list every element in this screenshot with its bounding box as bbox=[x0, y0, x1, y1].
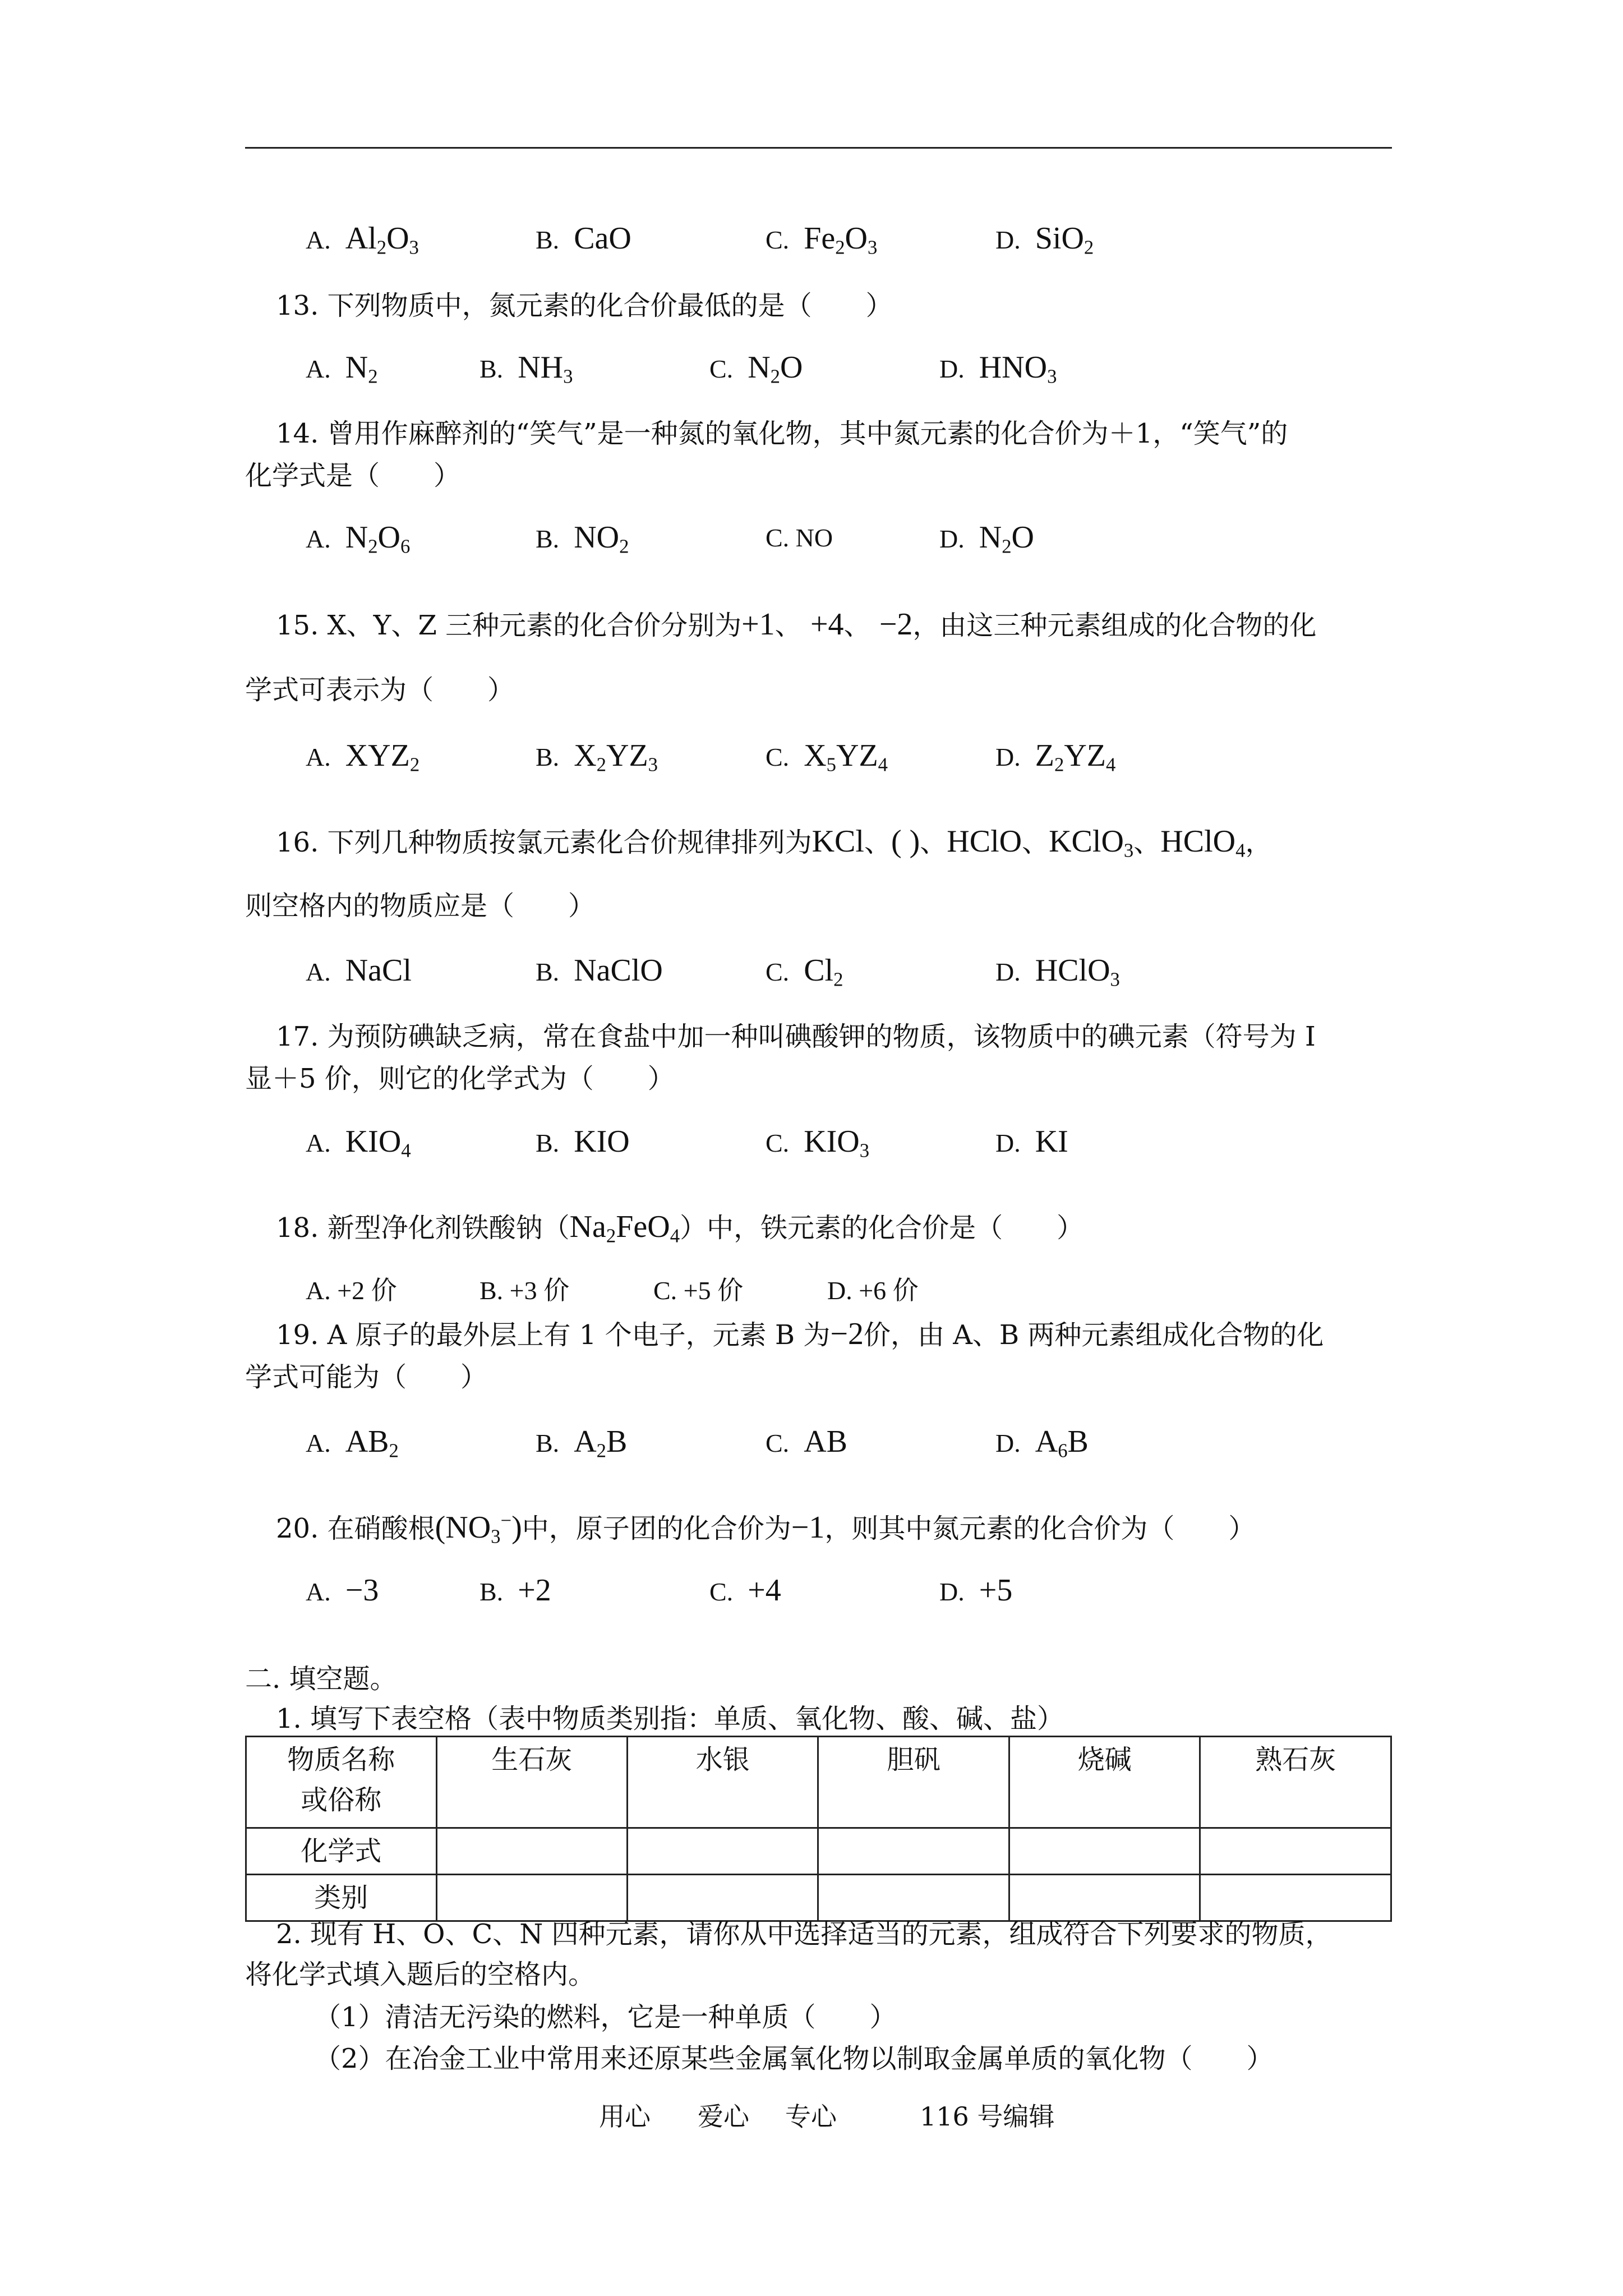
q20-option-c[interactable]: C. +4 bbox=[709, 1573, 781, 1608]
section-2-item-2: 2. 现有 H、O、C、N 四种元素，请你从中选择适当的元素，组成符合下列要求的物质， bbox=[276, 1918, 1332, 1950]
table-input-cell[interactable] bbox=[1200, 1875, 1391, 1921]
header-rule bbox=[245, 147, 1392, 149]
q15-option-c[interactable]: C. $X_5YZ_4$ bbox=[766, 738, 888, 776]
table-input-cell[interactable] bbox=[1009, 1875, 1200, 1921]
q19-option-c[interactable]: C. AB bbox=[766, 1424, 847, 1459]
q17-option-d[interactable]: D. KI bbox=[995, 1124, 1068, 1159]
q13-option-d[interactable]: D. $HNO_3$ bbox=[939, 350, 1057, 388]
q16-stem-line2: 则空格内的物质应是（ ） bbox=[245, 890, 596, 922]
q12-option-a[interactable]: A. $Al_2O_3$ bbox=[306, 221, 419, 259]
q18-stem: 18. 新型净化剂铁酸钠$(Na_2FeO_4)$中，铁元素的化合价是（ ） bbox=[276, 1209, 1084, 1247]
q18-option-a[interactable]: A. +2 价 bbox=[306, 1276, 397, 1305]
q19-stem-line2: 学式可能为（ ） bbox=[245, 1361, 488, 1393]
q19-option-a[interactable]: A. $AB_2$ bbox=[306, 1424, 399, 1462]
table-cell: 胆矾 bbox=[818, 1737, 1009, 1828]
table-row bbox=[246, 1875, 1391, 1921]
q20-option-d[interactable]: D. +5 bbox=[939, 1573, 1013, 1608]
q13-option-a[interactable]: A. $N_2$ bbox=[306, 350, 378, 388]
section-2-item-2-line2: 将化学式填入题后的空格内。 bbox=[245, 1959, 596, 1990]
q14-stem-line2: 化学式是（ ） bbox=[245, 460, 461, 491]
table-input-cell[interactable] bbox=[627, 1828, 818, 1875]
q16-stem: 16. 下列几种物质按氯元素化合价规律排列为KCl、( )、HClO、KClO$_3$、HClO$_4$， bbox=[276, 824, 1272, 862]
table-row bbox=[246, 1828, 1391, 1875]
substance-table bbox=[245, 1736, 1392, 1922]
q12-option-c[interactable]: C. $Fe_2O_3$ bbox=[766, 221, 878, 259]
table-input-cell[interactable] bbox=[1200, 1828, 1391, 1875]
q15-option-a[interactable]: A. $XYZ_2$ bbox=[306, 738, 420, 776]
table-input-cell[interactable] bbox=[436, 1828, 627, 1875]
table-input-cell[interactable] bbox=[818, 1875, 1009, 1921]
q17-option-a[interactable]: A. $KIO_4$ bbox=[306, 1124, 411, 1162]
q17-option-c[interactable]: C. $KIO_3$ bbox=[766, 1124, 870, 1162]
q18-option-b[interactable]: B. +3 价 bbox=[479, 1276, 570, 1305]
q16-option-c[interactable]: C. $Cl_2$ bbox=[766, 953, 843, 991]
q20-option-a[interactable]: A. −3 bbox=[306, 1573, 379, 1608]
q13-option-b[interactable]: B. $NH_3$ bbox=[479, 350, 573, 388]
q19-stem: 19. A 原子的最外层上有 1 个电子，元素 B 为−2价，由 A、B 两种元素组成化合物的化 bbox=[276, 1317, 1324, 1351]
q17-stem-line2: 显＋5 价，则它的化学式为（ ） bbox=[245, 1063, 675, 1094]
section-2-sub-1: （1）清洁无污染的燃料，它是一种单质（ ） bbox=[314, 2001, 897, 2033]
q15-option-b[interactable]: B. $X_2YZ_3$ bbox=[536, 738, 658, 776]
table-row bbox=[246, 1737, 1391, 1828]
table-cell: 水银 bbox=[627, 1737, 818, 1828]
footer-text-d: 116 号编辑 bbox=[920, 2101, 1055, 2132]
q18-option-d[interactable]: D. +6 价 bbox=[827, 1276, 919, 1305]
q18-option-c[interactable]: C. +5 价 bbox=[653, 1276, 744, 1305]
q14-stem: 14. 曾用作麻醉剂的“笑气”是一种氮的氧化物，其中氮元素的化合价为＋1，“笑气”的 bbox=[276, 418, 1288, 449]
table-header-formula: 化学式 bbox=[246, 1828, 437, 1875]
q15-stem-line2: 学式可表示为（ ） bbox=[245, 674, 515, 706]
table-cell: 烧碱 bbox=[1009, 1737, 1200, 1828]
section-2-title: 二. 填空题。 bbox=[245, 1663, 397, 1695]
q17-option-b[interactable]: B. KIO bbox=[536, 1124, 630, 1159]
table-input-cell[interactable] bbox=[436, 1875, 627, 1921]
q14-option-c[interactable]: C. NO bbox=[766, 523, 833, 552]
table-header-name: 物质名称 或俗称 bbox=[246, 1737, 437, 1828]
q13-stem: 13. 下列物质中，氮元素的化合价最低的是（ ） bbox=[276, 290, 893, 321]
q13-option-c[interactable]: C. $N_2O$ bbox=[709, 350, 803, 388]
q20-stem: 20. 在硝酸根$(NO_3^-)$中，原子团的化合价为−1，则其中氮元素的化合价为（ ） bbox=[276, 1509, 1256, 1548]
footer-text-b: 爱心 bbox=[698, 2101, 749, 2132]
q15-option-d[interactable]: D. $Z_2YZ_4$ bbox=[995, 738, 1116, 776]
table-input-cell[interactable] bbox=[627, 1875, 818, 1921]
q15-stem: 15. X、Y、Z 三种元素的化合价分别为+1、 +4、 −2，由这三种元素组成的化合物的化 bbox=[276, 607, 1317, 642]
q12-option-b[interactable]: B. CaO bbox=[536, 221, 631, 256]
q14-option-d[interactable]: D. $N_2O$ bbox=[939, 520, 1034, 558]
q14-option-a[interactable]: A. $N_2O_6$ bbox=[306, 520, 411, 558]
q16-option-d[interactable]: D. HClO$_3$ bbox=[995, 953, 1120, 991]
table-cell: 生石灰 bbox=[436, 1737, 627, 1828]
q19-option-b[interactable]: B. $A_2B$ bbox=[536, 1424, 628, 1462]
q12-option-d[interactable]: D. SiO$_2$ bbox=[995, 221, 1094, 259]
table-input-cell[interactable] bbox=[1009, 1828, 1200, 1875]
q20-option-b[interactable]: B. +2 bbox=[479, 1573, 551, 1608]
table-header-category: 类别 bbox=[246, 1875, 437, 1921]
table-input-cell[interactable] bbox=[818, 1828, 1009, 1875]
q16-option-a[interactable]: A. NaCl bbox=[306, 953, 412, 988]
section-2-item-1: 1. 填写下表空格（表中物质类别指：单质、氧化物、酸、碱、盐） bbox=[276, 1703, 1064, 1734]
section-2-sub-2: （2）在冶金工业中常用来还原某些金属氧化物以制取金属单质的氧化物（ ） bbox=[314, 2043, 1274, 2074]
footer-text-a: 用心 bbox=[599, 2101, 651, 2132]
q17-stem: 17. 为预防碘缺乏病，常在食盐中加一种叫碘酸钾的物质，该物质中的碘元素（符号为 I bbox=[276, 1021, 1316, 1052]
footer-text-c: 专心 bbox=[785, 2101, 837, 2132]
q19-option-d[interactable]: D. $A_6B$ bbox=[995, 1424, 1089, 1462]
table-cell: 熟石灰 bbox=[1200, 1737, 1391, 1828]
q14-option-b[interactable]: B. $NO_2$ bbox=[536, 520, 629, 558]
q16-option-b[interactable]: B. NaClO bbox=[536, 953, 663, 988]
